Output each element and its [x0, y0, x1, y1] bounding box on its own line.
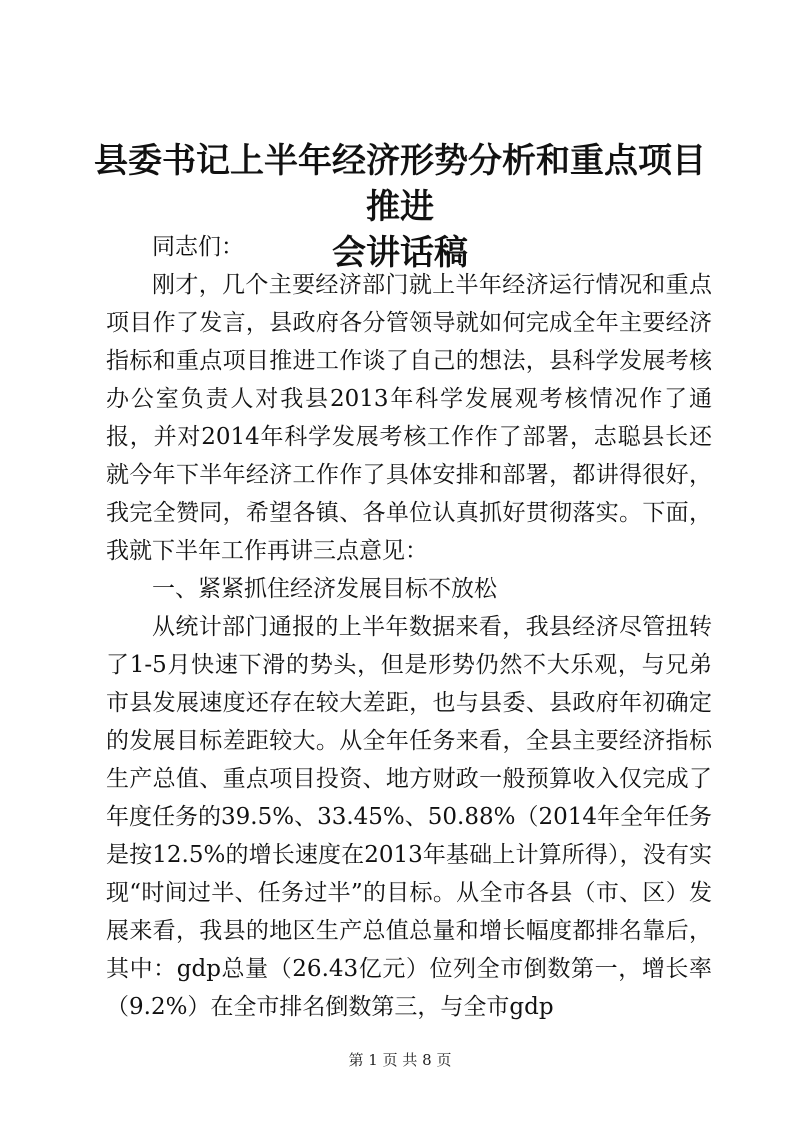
document-body	[106, 228, 712, 1026]
salutation: 同志们：	[152, 234, 244, 260]
paragraph-analysis: 从统计部门通报的上半年数据来看，我县经济尽管扭转了1-5月快速下滑的势头，但是形势仍然不大乐观，与兄弟市县发展速度还存在较大差距，也与县委、县政府年初确定的发展目标差距较大。从全年任务来看，全县主要经济指标生产总值、重点项目投资、地方财政一般预算收入仅完成了年度任务的39.5%、33.45%、50.88%（2014年全年任务是按12.5%的增长速度在2013年基础上计算所得），没有实现“时间过半、任务过半”的目标。从全市各县（市、区）发展来看，我县的地区生产总值总量和增长幅度都排名靠后，其中：gdp总量（26.43亿元）位列全市倒数第一，增长率（9.2%）在全市排名倒数第三，与全市gdp	[106, 614, 712, 1020]
page-footer: 第 1 页 共 8 页	[348, 1051, 452, 1069]
section-heading-1: 一、紧紧抓住经济发展目标不放松	[152, 576, 497, 602]
title-line-2: 会讲话稿	[332, 233, 468, 273]
paragraph-intro: 刚才，几个主要经济部门就上半年经济运行情况和重点项目作了发言，县政府各分管领导就如何完成全年主要经济指标和重点项目推进工作谈了自己的想法，县科学发展考核办公室负责人对我县2013年科学发展观考核情况作了通报，并对2014年科学发展考核工作作了部署，志聪县长还就今年下半年经济工作作了具体安排和部署，都讲得很好，我完全赞同，希望各镇、各单位认真抓好贯彻落实。下面，我就下半年工作再讲三点意见：	[106, 272, 712, 564]
title-line-1: 县委书记上半年经济形势分析和重点项目推进	[94, 141, 706, 227]
